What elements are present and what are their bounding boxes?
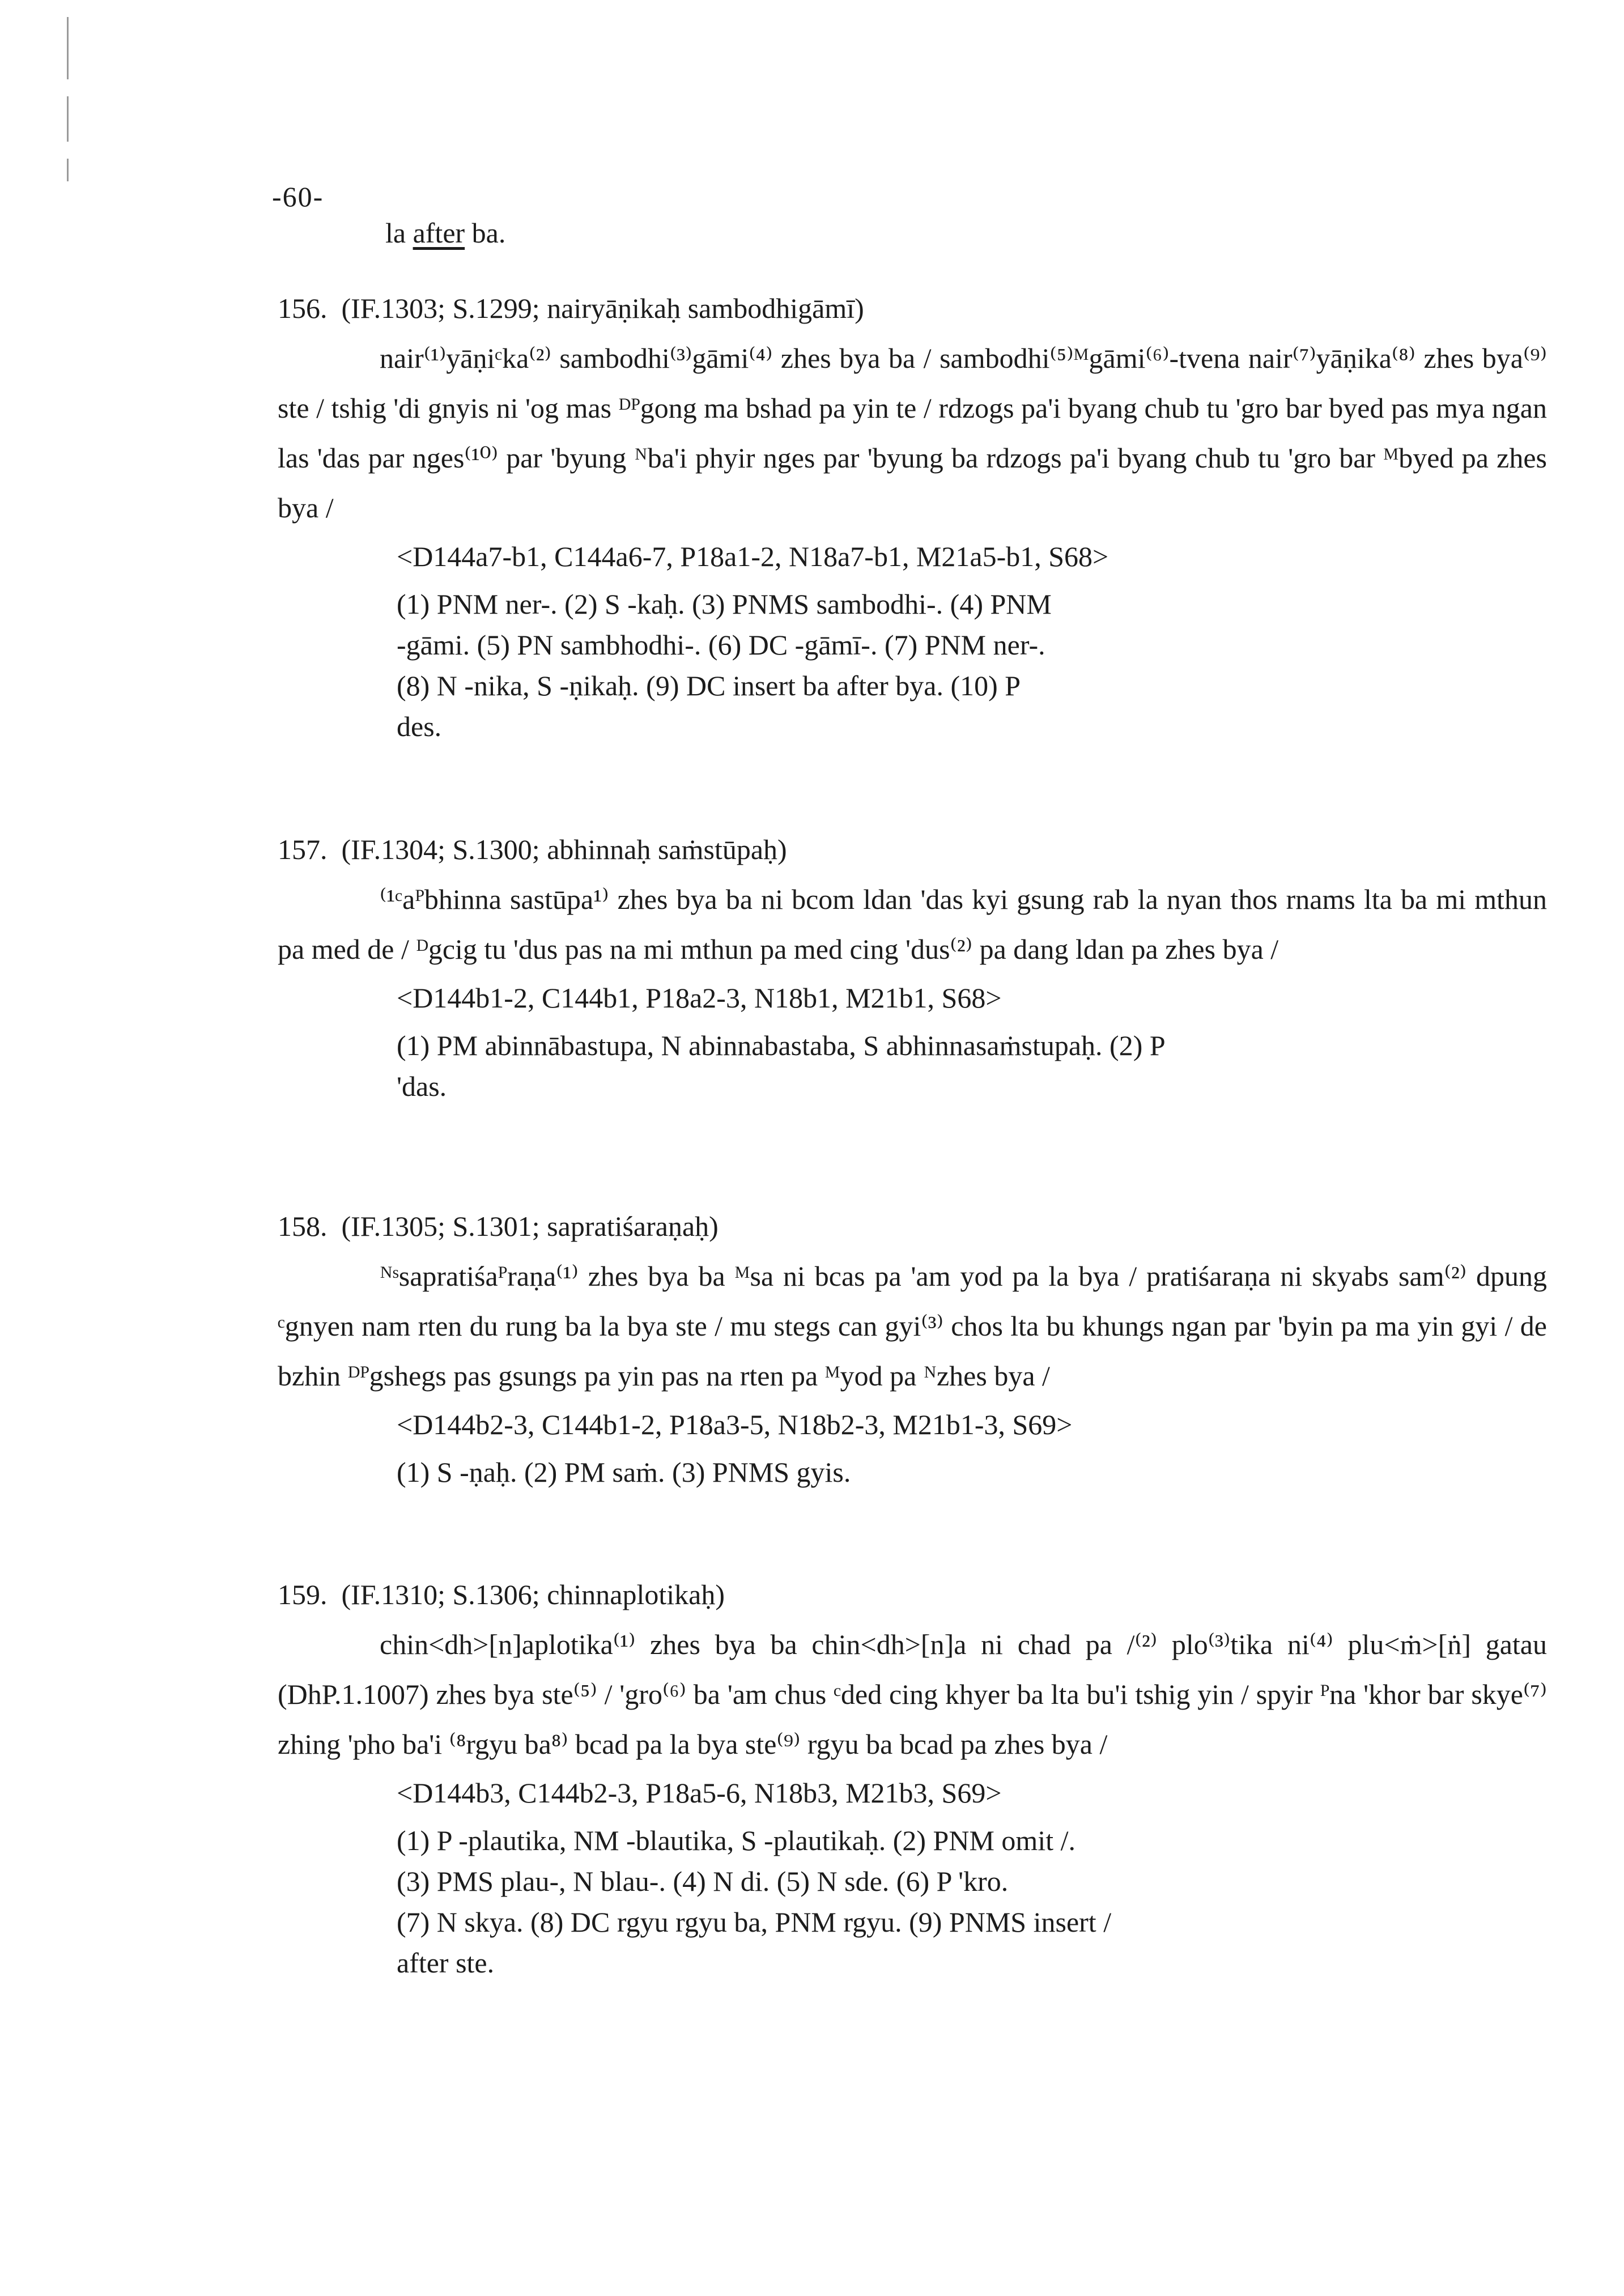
entry-body: ⁽¹ᶜaᴾbhinna sastūpa¹⁾ zhes bya ba ni bcom ldan 'das kyi gsung rab la nyan thos rnams lta ba mi mthun pa med de / ᴰgcig tu 'dus pas na mi mthun pa med cing 'dus⁽²⁾ pa dang ldan pa zhes bya / (278, 883, 1547, 965)
entry-heading-text: (IF.1304; S.1300; abhinnaḥ saṁstūpaḥ) (341, 834, 787, 865)
entry-heading-text: (IF.1305; S.1301; sapratiśaraṇaḥ) (341, 1210, 719, 1242)
entry-heading (278, 1201, 1547, 1251)
footnotes (278, 1452, 1547, 1493)
page-number: -60- (272, 181, 324, 212)
footnote-line: (3) PMS plau-, N blau-. (4) N di. (5) N sde. (6) P 'kro. (397, 1865, 1009, 1897)
footnote-line: (1) PNM ner-. (2) S -kaḥ. (3) PNMS sambodhi-. (4) PNM (397, 588, 1052, 620)
entry-heading (278, 824, 1547, 874)
footnote-line: des. (397, 711, 442, 742)
footnote-line: (1) S -ṇaḥ. (2) PM saṁ. (3) PNMS gyis. (397, 1456, 851, 1488)
entry-159 (278, 1570, 1547, 1983)
footnote-line: 'das. (397, 1070, 447, 1102)
entry-body: nair⁽¹⁾yāṇiᶜka⁽²⁾ sambodhi⁽³⁾gāmi⁽⁴⁾ zhes bya ba / sambodhi⁽⁵⁾ᴹgāmi⁽⁶⁾-tvena nair⁽⁷⁾yāṇika⁽⁸⁾ zhes bya⁽⁹⁾ ste / tshig 'di gnyis ni 'og mas ᴰᴾgong ma bshad pa yin te / rdzogs pa'i byang chub tu 'gro bar byed pas mya ngan las 'das par nges⁽¹⁰⁾ par 'byung ᴺba'i phyir nges par 'byung ba rdzogs pa'i byang chub tu 'gro bar ᴹbyed pa zhes bya / (278, 342, 1547, 524)
left-margin-mark (67, 159, 69, 181)
footnote-line: (1) PM abinnābastupa, N abinnabastaba, S abhinnasaṁstupaḥ. (2) P (397, 1030, 1166, 1061)
entry-body: chin<dh>[n]aplotika⁽¹⁾ zhes bya ba chin<dh>[n]a ni chad pa /⁽²⁾ plo⁽³⁾tika ni⁽⁴⁾ plu<ṁ>[ṅ] gatau (DhP.1.1007) zhes bya ste⁽⁵⁾ / 'gro⁽⁶⁾ ba 'am chus ᶜded cing khyer ba lta bu'i tshig yin / spyir ᴾna 'khor bar skye⁽⁷⁾ zhing 'pho ba'i ⁽⁸rgyu ba⁸⁾ bcad pa la bya ste⁽⁹⁾ rgyu ba bcad pa zhes bya / (278, 1629, 1547, 1760)
entry-reference: <D144a7-b1, C144a6-7, P18a1-2, N18a7-b1, M21a5-b1, S68> (397, 541, 1109, 572)
footnote-line: (7) N skya. (8) DC rgyu rgyu ba, PNM rgyu. (9) PNMS insert / (397, 1906, 1112, 1938)
entry-reference: <D144b1-2, C144b1, P18a2-3, N18b1, M21b1, S68> (397, 982, 1002, 1014)
entry-heading (278, 1570, 1547, 1619)
entry-reference: <D144b2-3, C144b1-2, P18a3-5, N18b2-3, M21b1-3, S69> (397, 1409, 1073, 1440)
entry-heading (278, 283, 1547, 333)
entry-number: 156. (278, 292, 328, 324)
entry-number: 157. (278, 834, 328, 865)
entry-heading-text: (IF.1310; S.1306; chinnaplotikaḥ) (341, 1579, 725, 1610)
footnotes (278, 584, 1547, 747)
left-margin-mark (67, 96, 69, 142)
entry-reference: <D144b3, C144b2-3, P18a5-6, N18b3, M21b3, S69> (397, 1777, 1002, 1809)
entry-heading-text: (IF.1303; S.1299; nairyāṇikaḥ sambodhigāmī) (341, 292, 864, 324)
entry-156 (278, 283, 1547, 747)
footnotes (278, 1820, 1547, 1983)
entry-157 (278, 824, 1547, 1107)
footnote-line: (8) N -nika, S -ṇikaḥ. (9) DC insert ba after bya. (10) P (397, 670, 1021, 701)
entry-number: 158. (278, 1210, 328, 1242)
footnote-line: (1) P -plautika, NM -blautika, S -plautikaḥ. (2) PNM omit /. (397, 1825, 1075, 1856)
footnote-line: after ste. (397, 1947, 495, 1979)
entry-number: 159. (278, 1579, 328, 1610)
entry-body: ᴺˢsapratiśaᴾraṇa⁽¹⁾ zhes bya ba ᴹsa ni bcas pa 'am yod pa la bya / pratiśaraṇa ni skyabs sam⁽²⁾ dpung ᶜgnyen nam rten du rung ba la bya ste / mu stegs can gyi⁽³⁾ chos lta bu khungs ngan par 'byin pa ma yin gyi / de bzhin ᴰᴾgshegs pas gsungs pa yin pas na rten pa ᴹyod pa ᴺzhes bya / (278, 1260, 1547, 1392)
left-margin-mark (67, 17, 69, 79)
footnote-line: -gāmi. (5) PN sambhodhi-. (6) DC -gāmī-. (7) PNM ner-. (397, 629, 1045, 661)
entry-158 (278, 1201, 1547, 1493)
footnotes (278, 1025, 1547, 1107)
continuation-line: la after ba. (385, 217, 506, 249)
